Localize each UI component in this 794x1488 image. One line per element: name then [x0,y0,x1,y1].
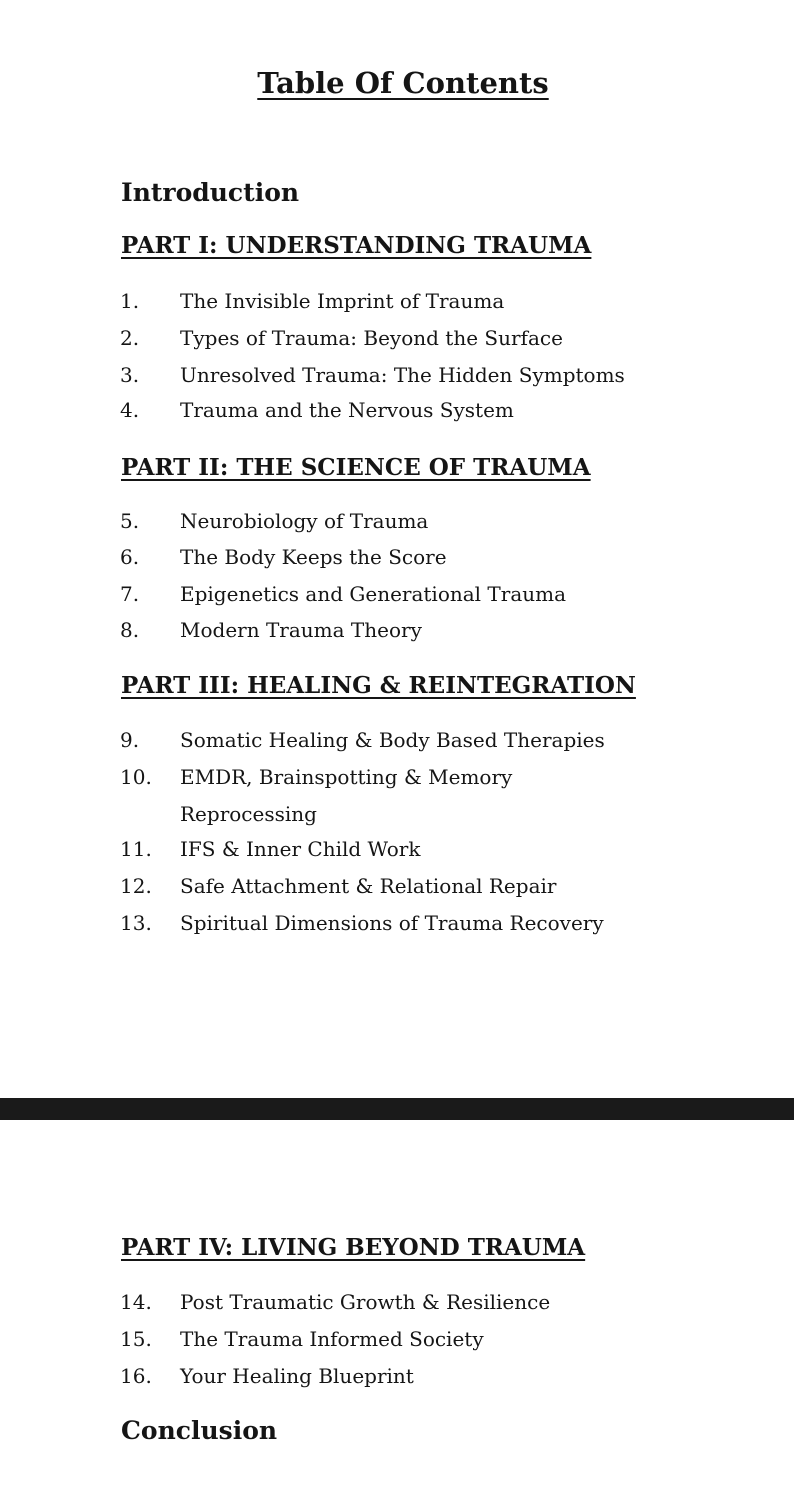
toc-item-number: 4. [120,398,140,422]
toc-item-label: Neurobiology of Trauma [180,509,429,533]
toc-item-label: Somatic Healing & Body Based Therapies [180,728,605,752]
toc-page-2 [0,1120,794,1488]
toc-item-number: 15. [120,1327,152,1351]
part-2-heading: PART II: THE SCIENCE OF TRAUMA [121,454,591,481]
page-divider [0,1098,794,1120]
toc-item-number: 11. [120,837,152,861]
toc-item-label: Your Healing Blueprint [180,1364,414,1388]
toc-item-number: 6. [120,545,140,569]
toc-item-number: 8. [120,618,140,642]
toc-item-label: Modern Trauma Theory [180,618,422,642]
toc-item-label: Unresolved Trauma: The Hidden Symptoms [180,363,625,387]
part-4-heading: PART IV: LIVING BEYOND TRAUMA [121,1234,586,1261]
toc-item-number: 3. [120,363,140,387]
toc-item-number: 13. [120,911,152,935]
part-3-heading: PART III: HEALING & REINTEGRATION [121,672,636,699]
toc-item-number: 2. [120,326,140,350]
toc-item-number: 1. [120,289,140,313]
toc-item-label: EMDR, Brainspotting & Memory Reprocessing [180,765,513,826]
toc-item-number: 16. [120,1364,152,1388]
toc-item-label: Epigenetics and Generational Trauma [180,582,567,606]
toc-item-label: The Trauma Informed Society [180,1327,484,1351]
toc-item-number: 5. [120,509,140,533]
toc-item-number: 9. [120,728,140,752]
toc-introduction: Introduction [121,178,300,207]
toc-item-number: 7. [120,582,140,606]
toc-item-label: The Invisible Imprint of Trauma [180,289,505,313]
toc-conclusion: Conclusion [121,1416,278,1445]
part-1-heading: PART I: UNDERSTANDING TRAUMA [121,232,592,259]
toc-item-label: Spiritual Dimensions of Trauma Recovery [180,911,604,935]
toc-item-label: Safe Attachment & Relational Repair [180,874,557,898]
toc-item-label: IFS & Inner Child Work [180,837,421,861]
toc-item-label: Trauma and the Nervous System [180,398,514,422]
toc-item-number: 12. [120,874,152,898]
page-title: Table Of Contents [257,66,549,100]
toc-item-number: 14. [120,1290,152,1314]
toc-item-label: Post Traumatic Growth & Resilience [180,1290,551,1314]
toc-item-number: 10. [120,765,152,789]
toc-item-label: Types of Trauma: Beyond the Surface [180,326,563,350]
toc-item-label: The Body Keeps the Score [180,545,447,569]
